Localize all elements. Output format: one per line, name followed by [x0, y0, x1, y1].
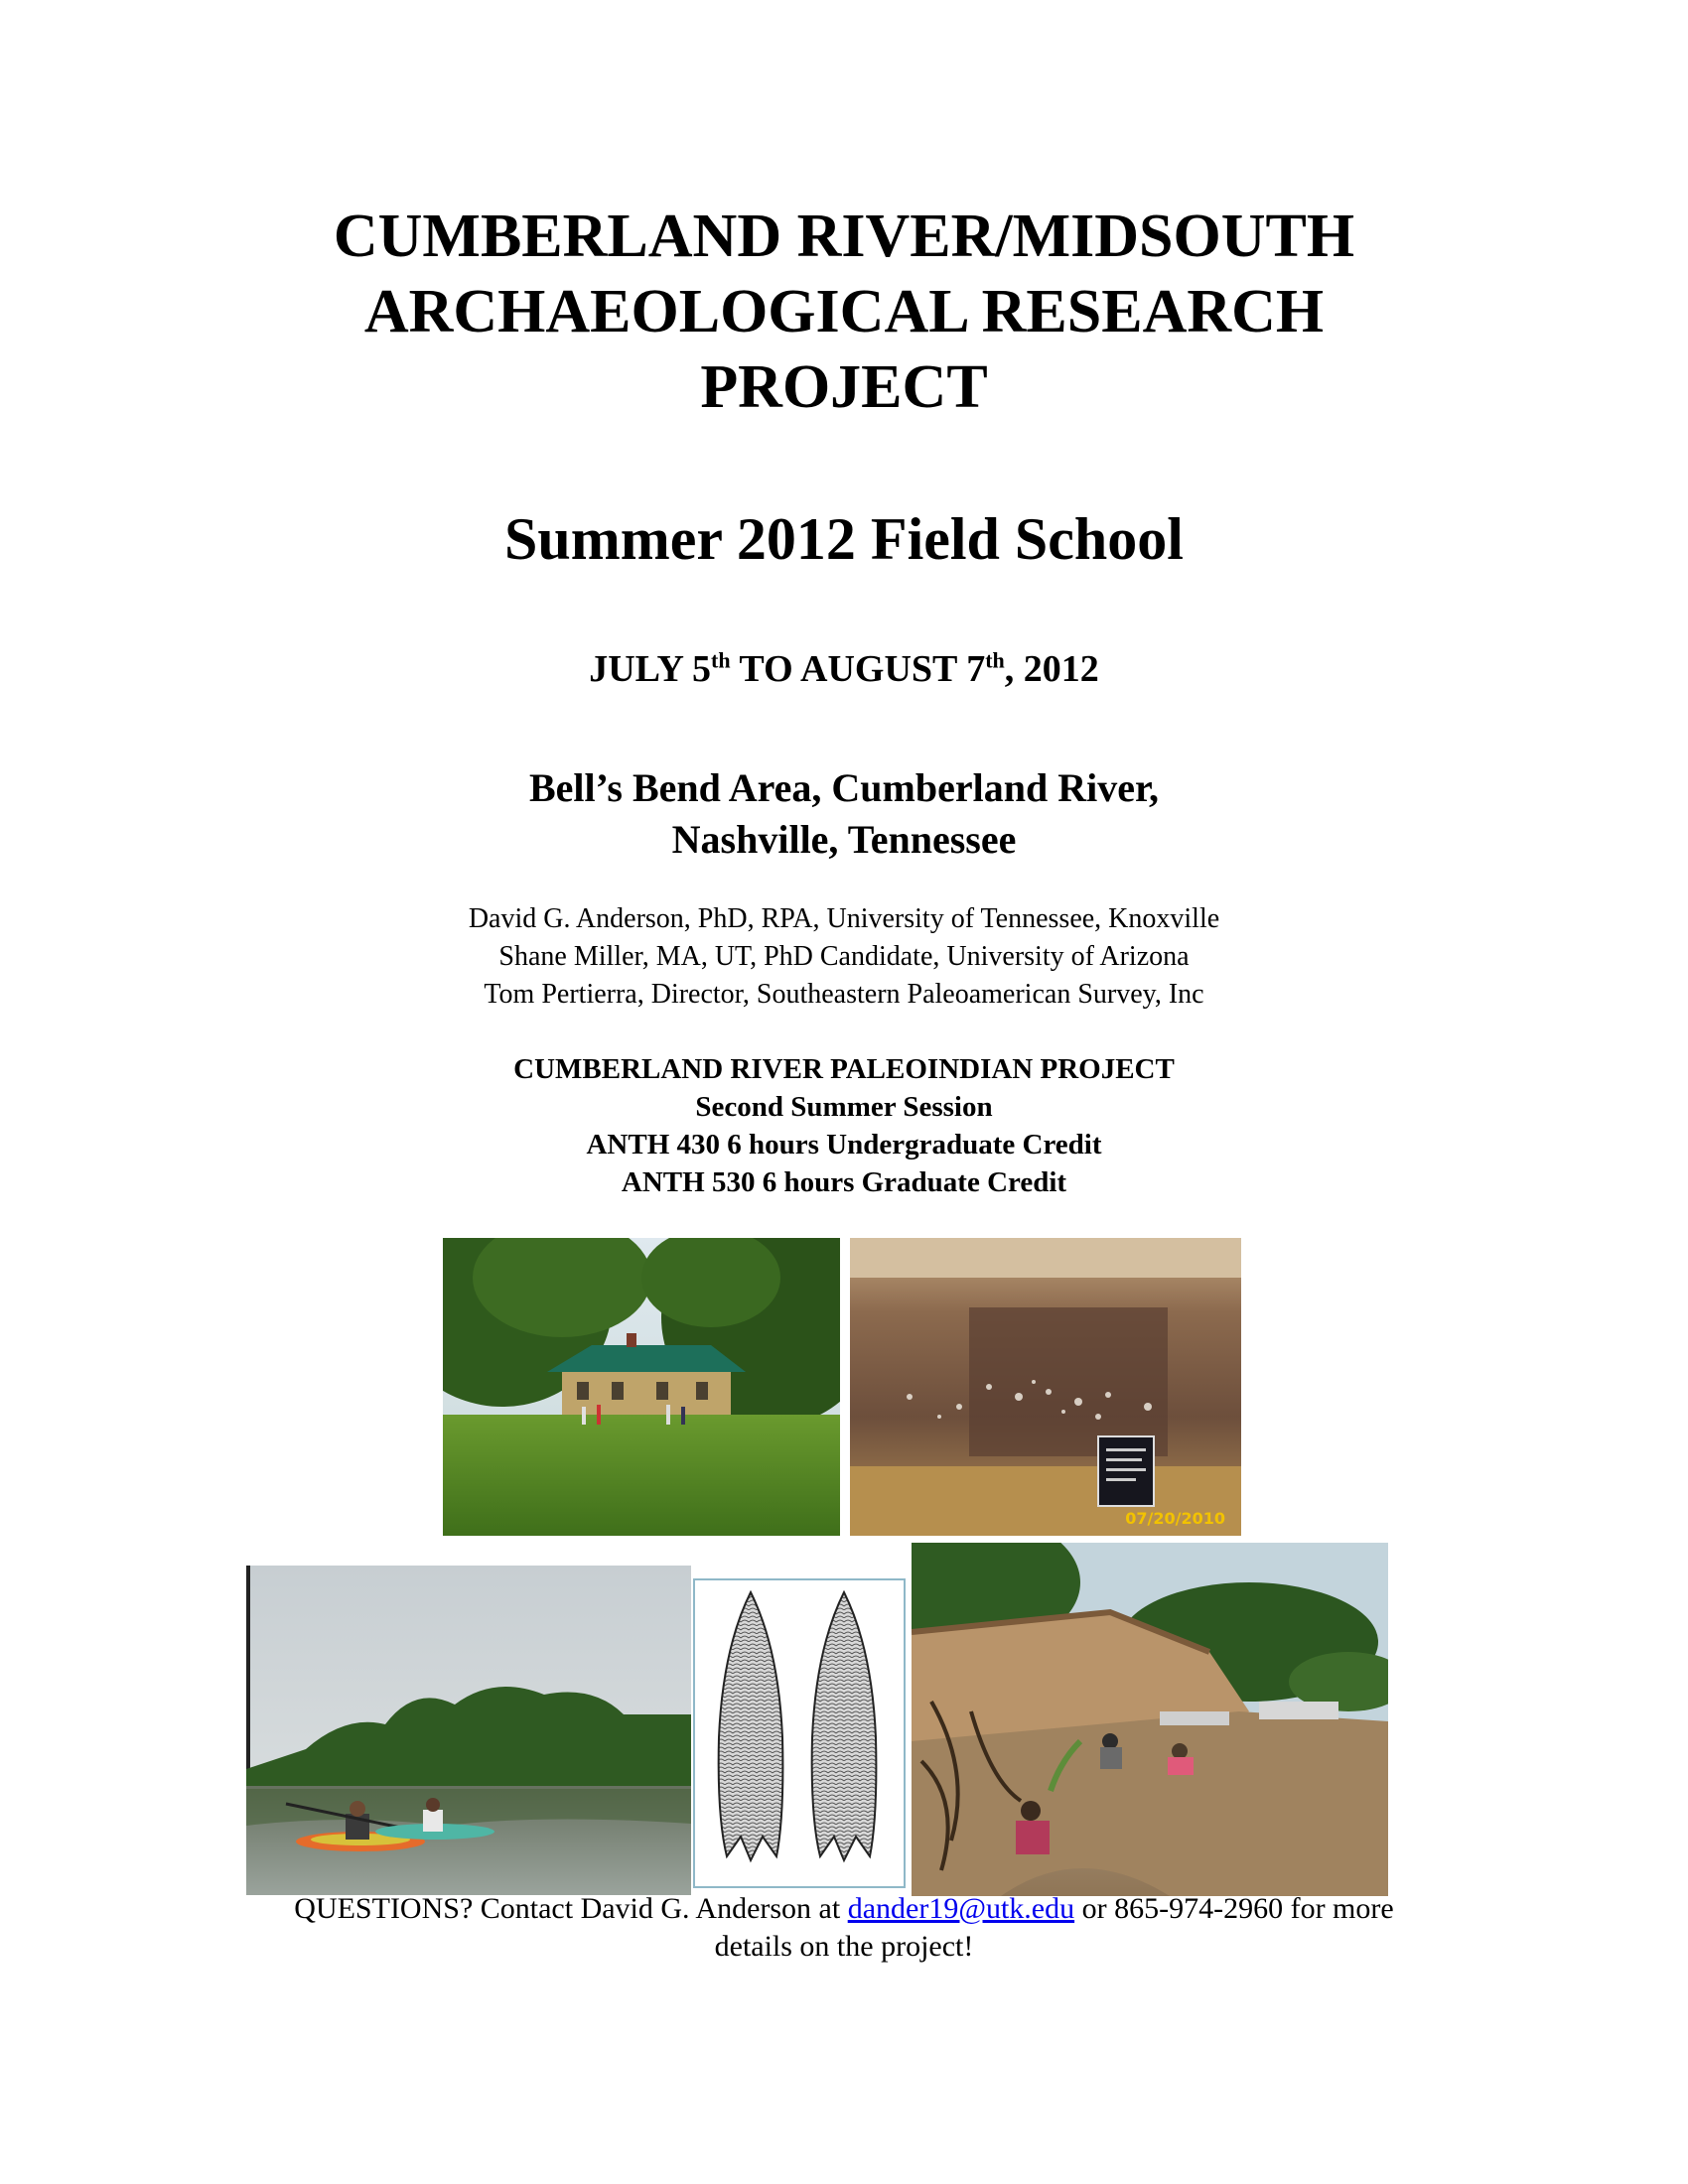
- kayak-photo: [246, 1566, 691, 1895]
- title-line: CUMBERLAND RIVER/MIDSOUTH: [333, 203, 1355, 270]
- staff-line: Tom Pertierra, Director, Southeastern Paleoamerican Survey, Inc: [484, 979, 1204, 1010]
- profile-photo: [850, 1238, 1241, 1536]
- course-line: CUMBERLAND RIVER PALEOINDIAN PROJECT: [513, 1053, 1175, 1085]
- course-line: Second Summer Session: [695, 1091, 993, 1123]
- dates: [0, 645, 1688, 693]
- date-part: TO AUGUST 7: [730, 648, 986, 690]
- location-line: Nashville, Tennessee: [671, 817, 1017, 862]
- subtitle: Summer 2012 Field School: [504, 506, 1184, 572]
- contact-line: [0, 1890, 1688, 1928]
- page-title: [0, 199, 1688, 425]
- date-suffix: th: [711, 647, 731, 673]
- staff-list: [0, 900, 1688, 1014]
- course-line: ANTH 530 6 hours Graduate Credit: [621, 1166, 1067, 1198]
- staff-line: Shane Miller, MA, UT, PhD Candidate, University of Arizona: [498, 941, 1190, 972]
- contact-text: or 865-974-2960 for more: [1074, 1892, 1394, 1925]
- photo-date-stamp: 07/20/2010: [1125, 1509, 1225, 1528]
- house-photo: [443, 1238, 840, 1536]
- email-link[interactable]: dander19@utk.edu: [847, 1892, 1075, 1925]
- staff-line: David G. Anderson, PhD, RPA, University of Tennessee, Knoxville: [468, 903, 1220, 934]
- title-line: ARCHAEOLOGICAL RESEARCH: [363, 278, 1325, 345]
- location-line: Bell’s Bend Area, Cumberland River,: [528, 765, 1160, 810]
- contact-line: details on the project!: [714, 1930, 974, 1963]
- date-suffix: th: [985, 647, 1005, 673]
- location: [0, 762, 1688, 866]
- title-line: PROJECT: [700, 353, 988, 421]
- date-part: , 2012: [1004, 648, 1099, 690]
- contact-info: [0, 1890, 1688, 1966]
- course-line: ANTH 430 6 hours Undergraduate Credit: [586, 1129, 1102, 1160]
- contact-text: QUESTIONS? Contact David G. Anderson at: [294, 1892, 848, 1925]
- date-part: JULY 5: [589, 648, 712, 690]
- projectile-point-drawing: [693, 1578, 906, 1888]
- riverbank-photo: [912, 1543, 1388, 1896]
- course-info: [0, 1050, 1688, 1201]
